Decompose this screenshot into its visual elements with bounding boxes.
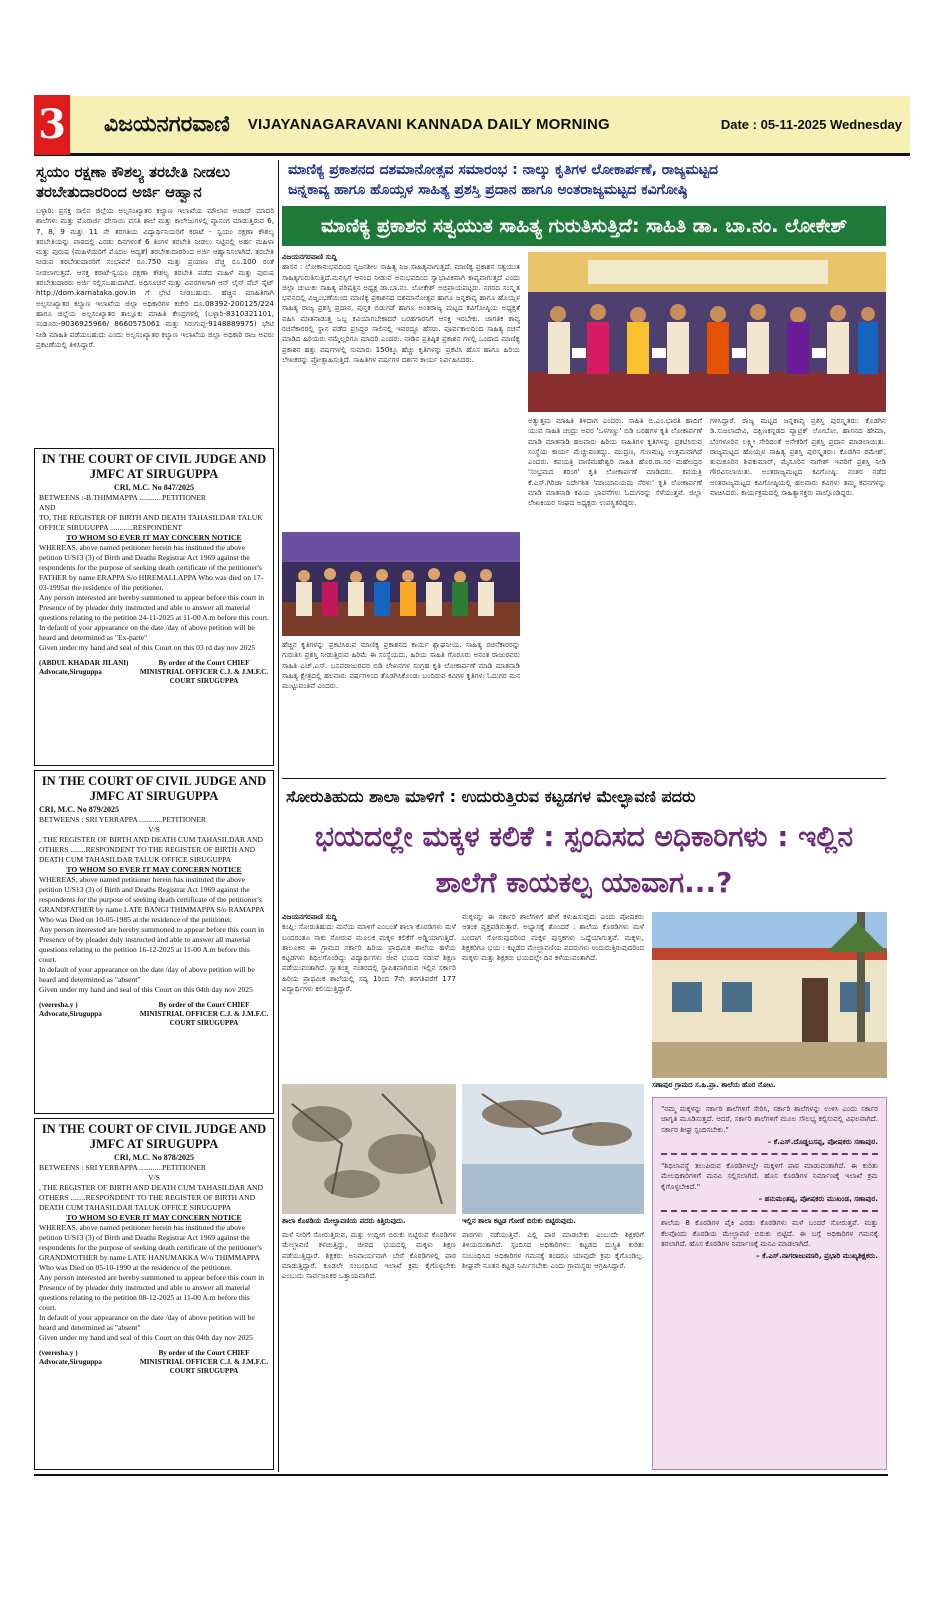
school-building-illustration <box>652 912 887 1078</box>
top-story-col-2 <box>528 416 702 774</box>
school-story-col-1 <box>282 912 456 1080</box>
notice-paragraph: WHEREAS, above named petitioner herein has instituted the above petition U/S13 (3) of Birth and Deaths Registrar Act 1969 against the respondents for the purpose of seeking death certificate of the petitioner's GRANDFATHER by name LATE BANGI THIMMAPPA S/o RAMAPPA Who was Died on 10-05-1985 at the residence of the petitioner. <box>39 875 265 924</box>
kicker-line-1: ಮಾಣಿಕ್ಯ ಪ್ರಕಾಶನದ ದಶಮಾನೋತ್ಸವ ಸಮಾರಂಭ : ನಾಲ್ಕು ಕೃತಿಗಳ ಲೋಕಾರ್ಪಣೆ, ರಾಜ್ಯಮಟ್ಟದ <box>288 162 718 178</box>
advocate-name: (veeresha.y ) Advocate,Siruguppa <box>39 1349 102 1366</box>
body-text: ಹಾಸನ : ಲೋಕಾನುಭವದಿಂದ ಸೃಜನಶೀಲ ಸಾಹಿತ್ಯ ನಿಜ ಸಾಹಿತ್ಯವಾಗುತ್ತದೆ. ಮಾಣಿಕ್ಯ ಪ್ರಕಾಶನ ಸತ್ವಯುತ ಸಾಹಿತ್ಯಗುರುತಿಸುತ್ತಿದೆ.ಮನಸ್ಸಿಗೆ ಆನಂದ ನೀಡುವ ಅನುಭವದಿಂದ ಸ್ವಾಭಾವಿಕವಾಗಿ ಕಾವ್ಯವಾಗುತ್ತದೆ ಎಂದು ಜಿಲ್ಲಾ ಚುಟುಕು ಸಾಹಿತ್ಯ ಪರಿಷತ್ತಿನ ಅಧ್ಯಕ್ಷ ಡಾ.ಬಾ.ನಂ. ಲೋಕೇಶ್ ಅಭಿಪ್ರಾಯಪಟ್ಟರು. ನಗರದ ಸಂಸ್ಕೃತ ಭವನದಲ್ಲಿ ವಿಜೃಂಭಣೆಯಿಂದ ಮಾಣಿಕ್ಯ ಪ್ರಕಾಶನದ ದಶಮಾನೋತ್ಸವ ಹಾಗೂ ಜನ್ನಕಾವ್ಯ ಹಾಗೂ ಹೊಯ್ಸಳ ಸಾಹಿತ್ಯ ರಾಜ್ಯ ಪ್ರಶಸ್ತಿ ಪ್ರದಾನ, ಪುಸ್ತಕ ಬಿಡುಗಡೆ ಹಾಗೂ ಅಂತರಾಜ್ಯ ಮಟ್ಟದ ಕವಿಗೋಷ್ಠಿಯ ಅಧ್ಯಕ್ಷತೆ ವಹಿಸಿ ಮಾತನಾಡುತ್ತ ಒಬ್ಬ ಕವಿಯಾಗಬೇಕಾದರೆ ಬರಹಗಾರನಿಗೆ ಆಸಕ್ತಿ ಇರಬೇಕು. ಜಾಗತಿಕ ಕಾವ್ಯ ರಚನೆಕಾರರಲ್ಲಿ ಸ್ಥಾನ ಪಡೆದ ಪ್ರಸಿದ್ಧರ ಸಾಲಿನಲ್ಲಿ ಇವರದ್ದೂ ಹೆಸರು. ಪೂರ್ವಕಾಲದಿಂದ ಸಾಹಿತ್ಯ ರಚನೆ ಮಾಡಿದ ಹಿರಿಯರು ನಮ್ಮೆಲ್ಲರಿಗೂ ಮಾದರಿ ಎಂದರು. ನಾಡಿನ ಪ್ರತಿಷ್ಠಿತ ಪ್ರಕಾಶನ ಗಳಲ್ಲಿ ಒಂದಾದ ಮಾಣಿಕ್ಯ ಪ್ರಕಾಶನ ಹತ್ತು ವರ್ಷಗಳಲ್ಲಿ ಸುಮಾರು 150ಕ್ಕೂ ಹೆಚ್ಚು ಕೃತಿಗಳನ್ನು ಪ್ರಕಟಿಸಿ ಹೊಸ ಹಾಗೂ ಹಿರಿಯ ಲೇಖಕರನ್ನು ಪ್ರೋತ್ಸಾಹಿಸುತ್ತಿದೆ. ಸಾಹಿತಿಗಳ ವರ್ಷಗಳ ದರ್ಶನ ಕಾರ್ಯ ನಿರ್ವಹಿಸಿದರು. <box>282 262 520 364</box>
court-officer: By order of the Court CHIEF MINISTRIAL OFFICER C.J. & J.M.F.C. COURT SIRUGUPPA <box>139 659 269 685</box>
notice-paragraph: WHEREAS, above named petitioner herein has instituted the above petition U/S13 (3) of Birth and Deaths Registrar Act 1969 against the respondents for the purpose of seeking death certificate of the petitioner's FATHER by name ERAPPA S/o HIREMALLAPPA Who was died on 17-03-1995at the residence of the petitioner. <box>39 543 264 592</box>
notice-paragraph: Any person interested are hereby summoned to appear before this court in Presence of by pleader duly instructed and able to answer all material questions relating to the petition 24-11-2025 at 11-00 A.m before this court. <box>39 593 269 622</box>
left-story <box>34 160 276 468</box>
ceiling-photo-2 <box>462 1084 644 1214</box>
court-officer: By order of the Court CHIEF MINISTRIAL OFFICER C.J. & J.M.F.C. COURT SIRUGUPPA <box>139 1001 269 1027</box>
signature-block <box>39 659 269 686</box>
notice-paragraph: In default of your appearance on the date /day of above petition will be heard and determined as "Ex-parte" <box>39 623 255 642</box>
advocate-name: (veeresha.y ) Advocate,Siruguppa <box>39 1001 102 1018</box>
notice-paragraph: In default of your appearance on the date /day of above petition will be heard and determined as "absent" <box>39 965 255 984</box>
quote-text: "ಶಿಥಿಲಾವಸ್ಥೆ ತಲುಪಿರುವ ಕೊಠಡಿಗಳಲ್ಲೇ ಮಕ್ಕಳಿಗೆ ಪಾಠ ಮಾಡುವಂತಾಗಿದೆ. ಈ ಕುರಿತು ಮೇಲಧಿಕಾರಿಗಳಿಗೆ ಮನವಿ ಸಲ್ಲಿಸಲಾಗಿದೆ. ಹೊಸ ಕೊಠಡಿಗಳ ನಿರ್ಮಾಣಕ್ಕೆ ಇಲಾಖೆ ಕ್ರಮ ಕೈಗೊಳ್ಳಬೇಕಿದೆ." <box>661 1161 878 1191</box>
body-text: ಪಾಠಗಳು ನಡೆಯುತ್ತಿವೆ. ಎಲ್ಲಿ ಪಾಠ ಮಾಡಬೇಕು ಎಂಬುದೇ ಶಿಕ್ಷಕರಿಗೆ ತಿಳಿಯದಂತಾಗಿದೆ. ಸ್ಪಂದಿಸದ ಅಧಿಕಾರಿಗಳು: ಕಟ್ಟಡದ ದುಸ್ಥಿತಿ ಕುರಿತು ಸಂಬಂಧಿಸಿದ ಅಧಿಕಾರಿಗಳ ಗಮನಕ್ಕೆ ತಂದರೂ ಯಾವುದೇ ಕ್ರಮ ಕೈಗೊಂಡಿಲ್ಲ. ಶೀಘ್ರವೇ ನೂತನ ಕಟ್ಟಡ ನಿರ್ಮಿಸಬೇಕು ಎಂದು ಗ್ರಾಮಸ್ಥರು ಆಗ್ರಹಿಸಿದ್ದಾರೆ. <box>462 1230 644 1270</box>
notice-paragraph: Given under my hand and seal of this Court on this 04th day nov 2025 <box>39 985 253 994</box>
between-line: BETWEENS : SRI YERRAPPA ............PETITIONER <box>39 815 206 824</box>
body-text: ಗಳಿಸಿದ್ದಾರೆ. ರಾಜ್ಯ ಮಟ್ಟದ ಜನ್ನಕಾವ್ಯ ಪ್ರಶಸ್ತಿ ಪುರಸ್ಕೃತರು: ಕೊಡಗಿನ ಡಿ.ಸುಜಲಾದೇವಿ, ದಕ್ಷಿಣಕನ್ನಡದ ಪ್ಯಾಟ್ರಿಕ್ ಲೋಬೋ, ಹಾಸನದ ಹೇಮಾ, ಬೆಂಗಳೂರಿನ ಲಕ್ಷ್ಮೀ ಸೇರಿದಂತೆ ಅನೇಕರಿಗೆ ಪ್ರಶಸ್ತಿ ಪ್ರದಾನ ಮಾಡಲಾಯಿತು. ರಾಜ್ಯಮಟ್ಟದ ಹೊಯ್ಸಳ ಸಾಹಿತ್ಯ ಪ್ರಶಸ್ತಿ ಪುರಸ್ಕೃತರು: ಕೊಡಗಿನ ರಮೇಶ್, ತುಮಕೂರಿನ ಶಿವಕುಮಾರ್, ಮೈಸೂರಿನ ನಾಗೇಶ್ ಇವರಿಗೆ ಪ್ರಶಸ್ತಿ ನೀಡಿ ಗೌರವಿಸಲಾಯಿತು. ಅಂತರಾಜ್ಯಮಟ್ಟದ ಕವಿಗೋಷ್ಠಿ: ನಂತರ ನಡೆದ ಅಂತರಾಜ್ಯಮಟ್ಟದ ಕವಿಗೋಷ್ಠಿಯಲ್ಲಿ ಹಲವಾರು ಕವಿಗಳು ತಮ್ಮ ಕವನಗಳನ್ನು ವಾಚಿಸಿದರು. ಕಾರ್ಯಕ್ರಮದಲ್ಲಿ ಸಾಹಿತ್ಯಾಸಕ್ತರು ಪಾಲ್ಗೊಂಡಿದ್ದರು. <box>710 416 886 498</box>
signature-block <box>39 1001 269 1028</box>
ceiling-illustration-2 <box>462 1084 644 1214</box>
ceiling-caption-2: ಇಲ್ಲಿನ ಶಾಲಾ ಕಟ್ಟಡ ಗೋಡೆ ಬಿರುಕು ಬಿಟ್ಟಿರುವುದು. <box>462 1217 577 1225</box>
respondent-line: , THE REGISTER OF BIRTH AND DEATH CUM TAHASILDAR AND OTHERS ........RESPONDENT TO THE REGISTER OF BIRTH AND DEATH CUM TAHASILDAR TALUK OFFICE SIRUGUPPA <box>39 835 263 864</box>
case-number: CRI, M.C. No 847/2025 <box>114 483 194 492</box>
notice-paragraph: Given under my hand and seal of this Court on this 04th day nov 2025 <box>39 1333 253 1342</box>
kannada-paper-name: ವಿಜಯನಗರವಾಣಿ <box>104 112 230 137</box>
dateline: ವಿಜಯನಗರವಾಣಿ ಸುದ್ದಿ <box>282 912 337 921</box>
court-officer: By order of the Court CHIEF MINISTRIAL OFFICER C.J. & J.M.F.C. COURT SIRUGUPPA <box>139 1349 269 1375</box>
award-ceremony-photo <box>528 252 886 412</box>
notice-paragraph: Any person interested are hereby summoned to appear before this court in Presence of by pleader duly instructed and able to answer all material questions relating to the petition 08-12-2025 at 11-00 A.m before this court. <box>39 1273 264 1312</box>
court-title: IN THE COURT OF CIVIL JUDGE AND JMFC AT SIRUGUPPA <box>41 452 267 481</box>
book-release-photo <box>282 532 520 636</box>
between-line: BETWEENS :-B.THIMMAPPA ............PETITIONER <box>39 493 206 502</box>
top-story-col-1 <box>282 252 520 524</box>
court-notice <box>34 770 274 1114</box>
ceiling-photo-1 <box>282 1084 456 1214</box>
english-paper-name: VIJAYANAGARAVANI KANNADA DAILY MORNING <box>247 116 610 133</box>
quotes-box <box>652 1097 887 1470</box>
bottom-rule <box>34 1474 888 1476</box>
body-text: ಮಕ್ಕಳನ್ನು ಈ ಸರ್ಕಾರಿ ಶಾಲೆಗಳಿಗೆ ಹೇಗೆ ಕಳುಹಿಸುವುದು ಎಂದು ಪೋಷಕರು ಆತಂಕ ವ್ಯಕ್ತಪಡಿಸುತ್ತಾರೆ. ಅಭ್ಯಾಸಕ್ಕೆ ತೊಂದರೆ : ಶಾಲೆಯ ಕೊಠಡಿಗಳು ಮಳೆ ಬಂದಾಗ ಸೋರುವುದರಿಂದ ಮಕ್ಕಳ ಪುಸ್ತಕಗಳು ಒದ್ದೆಯಾಗುತ್ತವೆ. ಮಕ್ಕಳು, ಶಿಕ್ಷಕರಿಗೂ ಭಯ : ಕಟ್ಟಡದ ಮೇಲ್ಛಾವಣಿಯ ಪದರುಗಳು ಉದುರುತ್ತಿರುವುದರಿಂದ ಮಕ್ಕಳು ಮತ್ತು ಶಿಕ್ಷಕರು ಭಯದಲ್ಲೇ ದಿನ ಕಳೆಯುವಂತಾಗಿದೆ. <box>462 912 644 963</box>
body-text: ಹೆಚ್ಚಿನ ಕೃತಿಗಳನ್ನು ಪ್ರಕಟಿಸಿರುವ ಮಾಣಿಕ್ಯ ಪ್ರಕಾಶನದ ಕಾರ್ಯ ಶ್ಲಾಘನೀಯ. ಸಾಹಿತ್ಯ ರಚನೆಕಾರರನ್ನು ಗುರುತಿಸಿ ಪ್ರಶಸ್ತಿ ನೀಡುತ್ತಿರುವ ಹಿರಿಮೆ ಈ ಸಂಸ್ಥೆಯದು. ಹಿರಿಯ ಸಾಹಿತಿ ಗೊರೂರು ಅನಂತ ರಾಜುರವರು ಸಾಹಿತಿ ಎಚ್.ಎಸ್. ಬಸವರಾಜುರವರ ಬಿಡಿ ಲೇಖನಗಳ ಸಂಗ್ರಹ ಕೃತಿ ಲೋಕಾರ್ಪಣೆ ಮಾಡಿ ಮಾತನಾಡಿ ಸಾಹಿತ್ಯ ಕ್ಷೇತ್ರದಲ್ಲಿ ಹಲವಾರು ವರ್ಷಗಳಿಂದ ತೊಡಗಿಸಿಕೊಂಡು ಬಂದಿರುವ ಕವಿಗಳ ಕೃತಿಗಳು ಓದುಗರ ಮನ ಮುಟ್ಟುವಂತಿವೆ ಎಂದರು. <box>282 640 520 691</box>
notice-paragraph: WHEREAS, above named petitioner herein has instituted the above petition U/S13 (3) of Birth and Deaths Registrar Act 1969 against the respondents for the purpose of seeking death certificate of the petitioner's GRANDMOTHER by name LATE HANUMAKKA W/o THIMMAPPA Who was Died on 05-10-1990 at the residence of the petitioner. <box>39 1223 262 1272</box>
court-title: IN THE COURT OF CIVIL JUDGE AND JMFC AT SIRUGUPPA <box>41 774 267 803</box>
top-story-col-1-cont <box>282 640 520 774</box>
notice-heading: TO WHOM SO EVER IT MAY CONCERN NOTICE <box>66 865 242 874</box>
court-notice <box>34 448 274 766</box>
and-line: AND <box>39 503 56 512</box>
top-story-col-3 <box>710 416 886 774</box>
book-release-illustration <box>282 532 520 636</box>
between-line: BETWEENS : SRI YERRAPPA ............PETITIONER <box>39 1163 206 1172</box>
court-notice <box>34 1118 274 1470</box>
school-building-photo <box>652 912 887 1078</box>
body-text: ಕಂಪ್ಲಿ: ಸೋರುತಿಹುದು ಮನೆಯ ಮಾಳಿಗೆ ಎಂಬಂತೆ ಶಾಲಾ ಕೊಠಡಿಗಳು ಮಳೆ ಬಂದರಂತೂ ಸಾಕು ಸೋರುವ ಮೂಲಕ ಮಕ್ಕಳ ಕಲಿಕೆಗೆ ಅಡ್ಡಿಯಾಗುತ್ತಿದೆ. ತಾಲೂಕಿನ ಈ ಗ್ರಾಮದ ಸರ್ಕಾರಿ ಹಿರಿಯ ಪ್ರಾಥಮಿಕ ಶಾಲೆಯ ಹಳೆಯ ಕಟ್ಟಡಗಳು ಶಿಥಿಲಗೊಂಡಿದ್ದು ವಿದ್ಯಾರ್ಥಿಗಳು ಜೀವ ಭಯದ ನಡುವೆ ಶಿಕ್ಷಣ ಪಡೆಯುವಂತಾಗಿದೆ. ಸ್ವಾತಂತ್ರ್ಯ ನಂತರದಲ್ಲಿ ಸ್ಥಾಪಿತವಾಗಿರುವ ಇಲ್ಲಿನ ಸರ್ಕಾರಿ ಹಿರಿಯ ಪ್ರಾಥಮಿಕ ಶಾಲೆಯಲ್ಲಿ ಸದ್ಯ 1ರಿಂದ 7ನೇ ತರಗತಿವರೆಗೆ 177 ವಿದ್ಯಾರ್ಥಿಗಳು ಕಲಿಯುತ್ತಿದ್ದಾರೆ. <box>282 922 456 994</box>
page-number: 3 <box>34 95 70 155</box>
case-number: CRI, M.C. No 879/2025 <box>39 805 119 814</box>
quote-attribution: – ಕೆ.ಎಸ್.ನಾಗರಾಜುಮಾರಿ, ಪ್ರಭಾರಿ ಮುಖ್ಯಶಿಕ್ಷಕರು. <box>755 1251 878 1261</box>
issue-date: Date : 05-11-2025 Wednesday <box>720 117 902 132</box>
ceiling-caption-1: ಶಾಲಾ ಕೊಠಡಿಯ ಮೇಲ್ಛಾವಣಿಯ ಪದರು ಕಿತ್ತಿರುವುದು. <box>282 1217 406 1225</box>
quote-attribution: – ಹನುಮಂತಪ್ಪ, ಪೋಷಕರು ಮುಖಂಡ, ಸಣಾಪುರ. <box>758 1194 878 1204</box>
quote-text: ಶಾಲೆಯ 8 ಕೊಠಡಿಗಳ ಪೈಕಿ ಎರಡು ಕೊಠಡಿಗಳು ಮಳೆ ಬಂದರೆ ಸೋರುತ್ತವೆ. ಮತ್ತು ಕೆಲವೊಂದು ಕೊಠಡಿಯ ಮೇಲ್ಛಾವಣಿ ಬಿರುಕು ಬಿಟ್ಟಿದೆ. ಈ ಬಗ್ಗೆ ಅಧಿಕಾರಿಗಳ ಗಮನಕ್ಕೆ ತರಲಾಗಿದೆ. ಹೊಸ ಕೊಠಡಿಗಳ ನಿರ್ಮಾಣಕ್ಕೆ ಮನವಿ ಮಾಡಲಾಗಿದೆ. <box>661 1218 878 1248</box>
ceiling-illustration-1 <box>282 1084 456 1214</box>
left-story-headline: ಸ್ವಯಂ ರಕ್ಷಣಾ ಕೌಶಲ್ಯ ತರಬೇತಿ ನೀಡಲು ತರಬೇತುದಾರರಿಂದ ಅರ್ಜಿ ಆಹ್ವಾನ <box>36 163 230 201</box>
award-ceremony-illustration <box>528 252 886 412</box>
school-story-col-2 <box>462 912 644 1080</box>
body-text: ಮಳೆ ನೀರಿಗೆ ಸೋರುತ್ತಿರುವ, ಮತ್ತು ಉದ್ದೀಗ ಬಿರುಕು ಬಿಟ್ಟಿರುವ ಕೊಠಡಿಗಳ ಮೇಲ್ಛಾವಣಿ ಕಳಚುತ್ತಿದ್ದು, ಜೀವದ ಭಯದಲ್ಲಿ ಮಕ್ಕಳು ಶಿಕ್ಷಣ ಪಡೆಯುತ್ತಿದ್ದಾರೆ. ಶಿಕ್ಷಕರು ಅನಿವಾರ್ಯವಾಗಿ ಬೇರೆ ಕೊಠಡಿಗಳಲ್ಲಿ ಪಾಠ ಮಾಡುತ್ತಿದ್ದಾರೆ. ಕೂಡಲೇ ಸಂಬಂಧಿಸಿದ ಇಲಾಖೆ ಕ್ರಮ ಕೈಗೊಳ್ಳಬೇಕು ಎಂಬುದು ಸಾರ್ವಜನಿಕರ ಒತ್ತಾಯವಾಗಿದೆ. <box>282 1230 456 1281</box>
masthead <box>34 96 910 156</box>
dashed-divider <box>661 1153 878 1155</box>
school-story-kicker: ಸೋರುತಿಹುದು ಶಾಲಾ ಮಾಳಿಗೆ : ಉದುರುತ್ತಿರುವ ಕಟ್ಟಡಗಳ ಮೇಲ್ಛಾವಣಿ ಪದರು <box>286 787 696 806</box>
kicker-line-2: ಜನ್ನಕಾವ್ಯ ಹಾಗೂ ಹೊಯ್ಸಳ ಸಾಹಿತ್ಯ ಪ್ರಶಸ್ತಿ ಪ್ರದಾನ ಹಾಗೂ ಅಂತರಾಜ್ಯಮಟ್ಟದ ಕವಿಗೋಷ್ಠಿ <box>288 182 688 198</box>
notice-heading: TO WHOM SO EVER IT MAY CONCERN NOTICE <box>66 533 242 542</box>
dateline: ವಿಜಯನಗರವಾಣಿ ಸುದ್ದಿ <box>282 252 337 261</box>
school-story-headline: ಭಯದಲ್ಲೇ ಮಕ್ಕಳ ಕಲಿಕೆ : ಸ್ಪಂದಿಸದ ಅಧಿಕಾರಿಗಳು : ಇಲ್ಲಿನ ಶಾಲೆಗೆ ಕಾಯಕಲ್ಪ ಯಾವಾಗ...? <box>314 820 854 899</box>
signature-block <box>39 1349 269 1376</box>
left-story-body: ಬಳ್ಳಾರಿ: ಪ್ರಸಕ್ತ ಸಾಲಿನ ಜಿಲ್ಲೆಯ ಅಲ್ಪಸಂಖ್ಯಾತರ ಕಲ್ಯಾಣ ಇಲಾಖೆಯ ಮೌಲಾನ ಆಜಾದ್ ಮಾದರಿ ಶಾಲೆಗಳು ಮತ್ತು ಮೊರಾರ್ಜಿ ದೇಸಾಯಿ ವಸತಿ ಶಾಲೆ ಮತ್ತು ಕಾಲೇಜುಗಳಲ್ಲಿ ವ್ಯಾಸಂಗ ಮಾಡುತ್ತಿರುವ 6, 7, 8, 9 ಮತ್ತು 11 ನೇ ತರಗತಿಯ ವಿದ್ಯಾರ್ಥಿನಿಯರಿಗೆ ಕರಾಟೆ - ಸ್ವಯಂ ರಕ್ಷಣಾ ಕೌಶಲ್ಯ ತರಬೇತಿಯನ್ನು ಪಾಠದಲ್ಲಿ ಎರಡು ದಿನಗಳಂತೆ 6 ತಿಂಗಳ ತರಬೇತಿ ನೀಡಲು ನಿಟ್ಟಿನಲ್ಲಿ ಅರ್ಹ ಮಹಿಳಾ ಮತ್ತು ಪುರುಷ (ಮಹಿಳೆಯರಿಗೆ ಮೊದಲ ಆದ್ಯತೆ) ತರಬೇತುದಾರರಿಂದ ಅರ್ಜಿ ಆಹ್ವಾನಿಸಲಾಗಿದೆ. ತರಬೇತಿ ನೀಡುವ ತರಬೇತುದಾರರಿಗೆ ಸಂಭಾವನೆ ರೂ.750 ಮತ್ತು ಪ್ರಯಾಣ ವೆಚ್ಚ ರೂ.100 ರಂತೆ ನೀಡಲಾಗುತ್ತದೆ. ಆಸಕ್ತ ಕರಾಟೆ-ಸ್ವಯಂ ರಕ್ಷಣಾ ಕೌಶಲ್ಯ ತರಬೇತಿ ಪಡೆದ ಮಹಿಳೆ ಮತ್ತು ಪುರುಷ ತರಬೇತುದಾರರು ಅರ್ಜಿ ಸಲ್ಲಿಸಬಹುದಾಗಿದೆ. ಅಧಿಸೂಚನೆ ಮತ್ತು ವಿವರಗಳಿಗಾಗಿ ಆನ್ ಲೈನ್ ವೆಬ್ ಸೈಟ್ http://dom.karnataka.gov.in ಗೆ ಭೇಟಿ ನೀಡಬಹುದು. ಹೆಚ್ಚಿನ ಮಾಹಿತಿಗಾಗಿ ಅಲ್ಪಸಂಖ್ಯಾತರ ಕಲ್ಯಾಣ ಇಲಾಖೆಯ ಜಿಲ್ಲಾ ಅಧಿಕಾರಿಗಳ ಕಚೇರಿ ದೂ.08392-200125/224 ಹಾಗೂ ಜಿಲ್ಲೆಯ ಅಲ್ಪಸಂಖ್ಯಾತರ ತಾಲ್ಲೂಕು ಮಾಹಿತಿ ಕೇಂದ್ರಗಳಲ್ಲಿ (ಬಳ್ಳಾರಿ-8310321101, ಸಂಡೂರು-9036925966/ 8660575061 ಮತ್ತು ಸಿರುಗುಪ್ಪ-9148889975) ಭೇಟಿ ನೀಡಿ ಮಾಹಿತಿ ಪಡೆಯಬಹುದು ಎಂದು ಅಲ್ಪಸಂಖ್ಯಾತರ ಕಲ್ಯಾಣ ಇಲಾಖೆಯ ಜಿಲ್ಲಾ ಅಧಿಕಾರಿ ರಾಜ ಅವರು ಪ್ರಕಟಣೆಯಲ್ಲಿ ತಿಳಿಸಿದ್ದಾರೆ. <box>36 206 274 349</box>
respondent-line: , THE REGISTER OF BIRTH AND DEATH CUM TAHASILDAR AND OTHERS ........RESPONDENT TO THE REGISTER OF BIRTH AND DEATH CUM TAHASILDAR TALUK OFFICE SIRUGUPPA <box>39 1183 263 1212</box>
notice-heading: TO WHOM SO EVER IT MAY CONCERN NOTICE <box>66 1213 242 1222</box>
court-title: IN THE COURT OF CIVIL JUDGE AND JMFC AT SIRUGUPPA <box>41 1122 267 1151</box>
school-story-col-1-cont <box>282 1230 456 1470</box>
and-line: V/S <box>148 1173 160 1182</box>
school-building-caption: ಸಣಾಪುರ ಗ್ರಾಮದ ಸ.ಹಿ.ಪ್ರಾ. ಶಾಲೆಯ ಹೊರ ನೋಟ. <box>652 1081 776 1089</box>
dashed-divider <box>661 1210 878 1212</box>
case-number: CRI, M.C. No 878/2025 <box>114 1153 194 1162</box>
notice-paragraph: Any person interested are hereby summoned to appear before this court in Presence of by pleader duly instructed and able to answer all material questions relating to the petition 16-12-2025 at 11-00 A.m before this court. <box>39 925 264 964</box>
top-story-headline: ಮಾಣಿಕ್ಯ ಪ್ರಕಾಶನ ಸತ್ವಯುತ ಸಾಹಿತ್ಯ ಗುರುತಿಸುತ್ತಿದೆ: ಸಾಹಿತಿ ಡಾ. ಬಾ.ನಂ. ಲೋಕೇಶ್ <box>282 206 886 246</box>
notice-paragraph: In default of your appearance on the date /day of above petition will be heard and determined as "absent" <box>39 1313 255 1332</box>
school-story-col-2-cont <box>462 1230 644 1470</box>
quote-attribution: – ಕೆ.ಎಸ್.ದೊಡ್ಡಬಸಪ್ಪ, ಪೋಷಕರು ಸಣಾಪುರ. <box>767 1136 878 1146</box>
top-story-kicker <box>282 160 886 204</box>
story-divider <box>282 778 886 779</box>
advocate-name: (ABDUL KHADAR JILANI) Advocate,Siruguppa <box>39 659 129 676</box>
body-text: ಅತ್ಯುತ್ತಮ ಮಾಹಿತಿ ತಿಳಿದಾಗ ಎಂದರು. ಸಾಹಿತಿ ಬಿ.ಎಂ.ಭಾರತಿ ಹಾದಿಗೆ ಯುವ ಸಾಹಿತಿ ಚಂದ್ರು ಅವರ 'ಒಳಗಣ್ಣು' ಬಿಡಿ ಬರಹಗಳ ಕೃತಿ ಲೋಕಾರ್ಪಣೆ ಮಾಡಿ ಮಾತನಾಡಿ ಹಲವಾರು ಹಿರಿಯ ಸಾಹಿತಿಗಳ ಕೃತಿಗಳನ್ನು ಪ್ರಕಟಿಸಿರುವ ಸಂಸ್ಥೆಯ ಕಾರ್ಯ ಮೆಚ್ಚುವಂತದ್ದು. ಮುದ್ರಣ, ಗುಣಮಟ್ಟ ಉತ್ತಮವಾಗಿದೆ ಎಂದರು. ಕವಯತ್ರಿ ವಾಣಿಮಹೇಶ್ವರಿ ಸಾಹಿತಿ ಹೊರ.ರಾ.ಸರ ಮಹೇಂದ್ರರ 'ಸಂಭ್ರಮದ ತರಂಗ' ಕೃತಿ ಲೋಕಾರ್ಪಣೆ ಮಾಡಿದರು. ಕವಯತ್ರಿ ಕೆ.ಎಸ್.ಗಿರಿಜಾ ನಿರ್ದೇಶಿತ 'ಮಾಯಾನಿಯಮ ನೆರಳು' ಕೃತಿ ಲೋಕಾರ್ಪಣೆ ಮಾಡಿ ಮಾತನಾಡಿ ಕವಿಯ ಭಾವನೆಗಳು ಓದುಗರನ್ನು ಸೆಳೆಯುತ್ತವೆ. ಜಿಲ್ಲಾ ಲೇಖಕಿಯರ ಸಂಘದ ಅಧ್ಯಕ್ಷರು ಉಪಸ್ಥಿತರಿದ್ದರು. <box>528 416 702 508</box>
and-line: V/S <box>148 825 160 834</box>
notice-paragraph: Given under my hand and seal of this Court on this 03 rd day nov 2025 <box>39 643 256 652</box>
respondent-line: TO, THE REGISTER OF BIRTH AND DEATH TAHASILDAR TALUK OFFICE SIRUGUPPA ............RESPONDENT <box>39 513 263 532</box>
column-rule <box>278 160 279 1472</box>
quote-text: "ನಮ್ಮ ಮಕ್ಕಳನ್ನು ಸರ್ಕಾರಿ ಶಾಲೆಗಳಿಗೆ ಸೇರಿಸಿ, ಸರ್ಕಾರಿ ಶಾಲೆಗಳನ್ನು ಉಳಿಸಿ ಎಂದು ಸರ್ಕಾರ ಜಾಗೃತಿ ಮೂಡಿಸುತ್ತದೆ. ಆದರೆ, ಸರ್ಕಾರಿ ಶಾಲೆಗಳಿಗೆ ಮೂಲ ಸೌಲಭ್ಯ ಕಲ್ಪಿಸುವಲ್ಲಿ ವಿಫಲವಾಗಿದೆ. ಸರ್ಕಾರ ಶೀಘ್ರ ಸ್ಪಂದಿಸಬೇಕು." <box>661 1104 878 1134</box>
